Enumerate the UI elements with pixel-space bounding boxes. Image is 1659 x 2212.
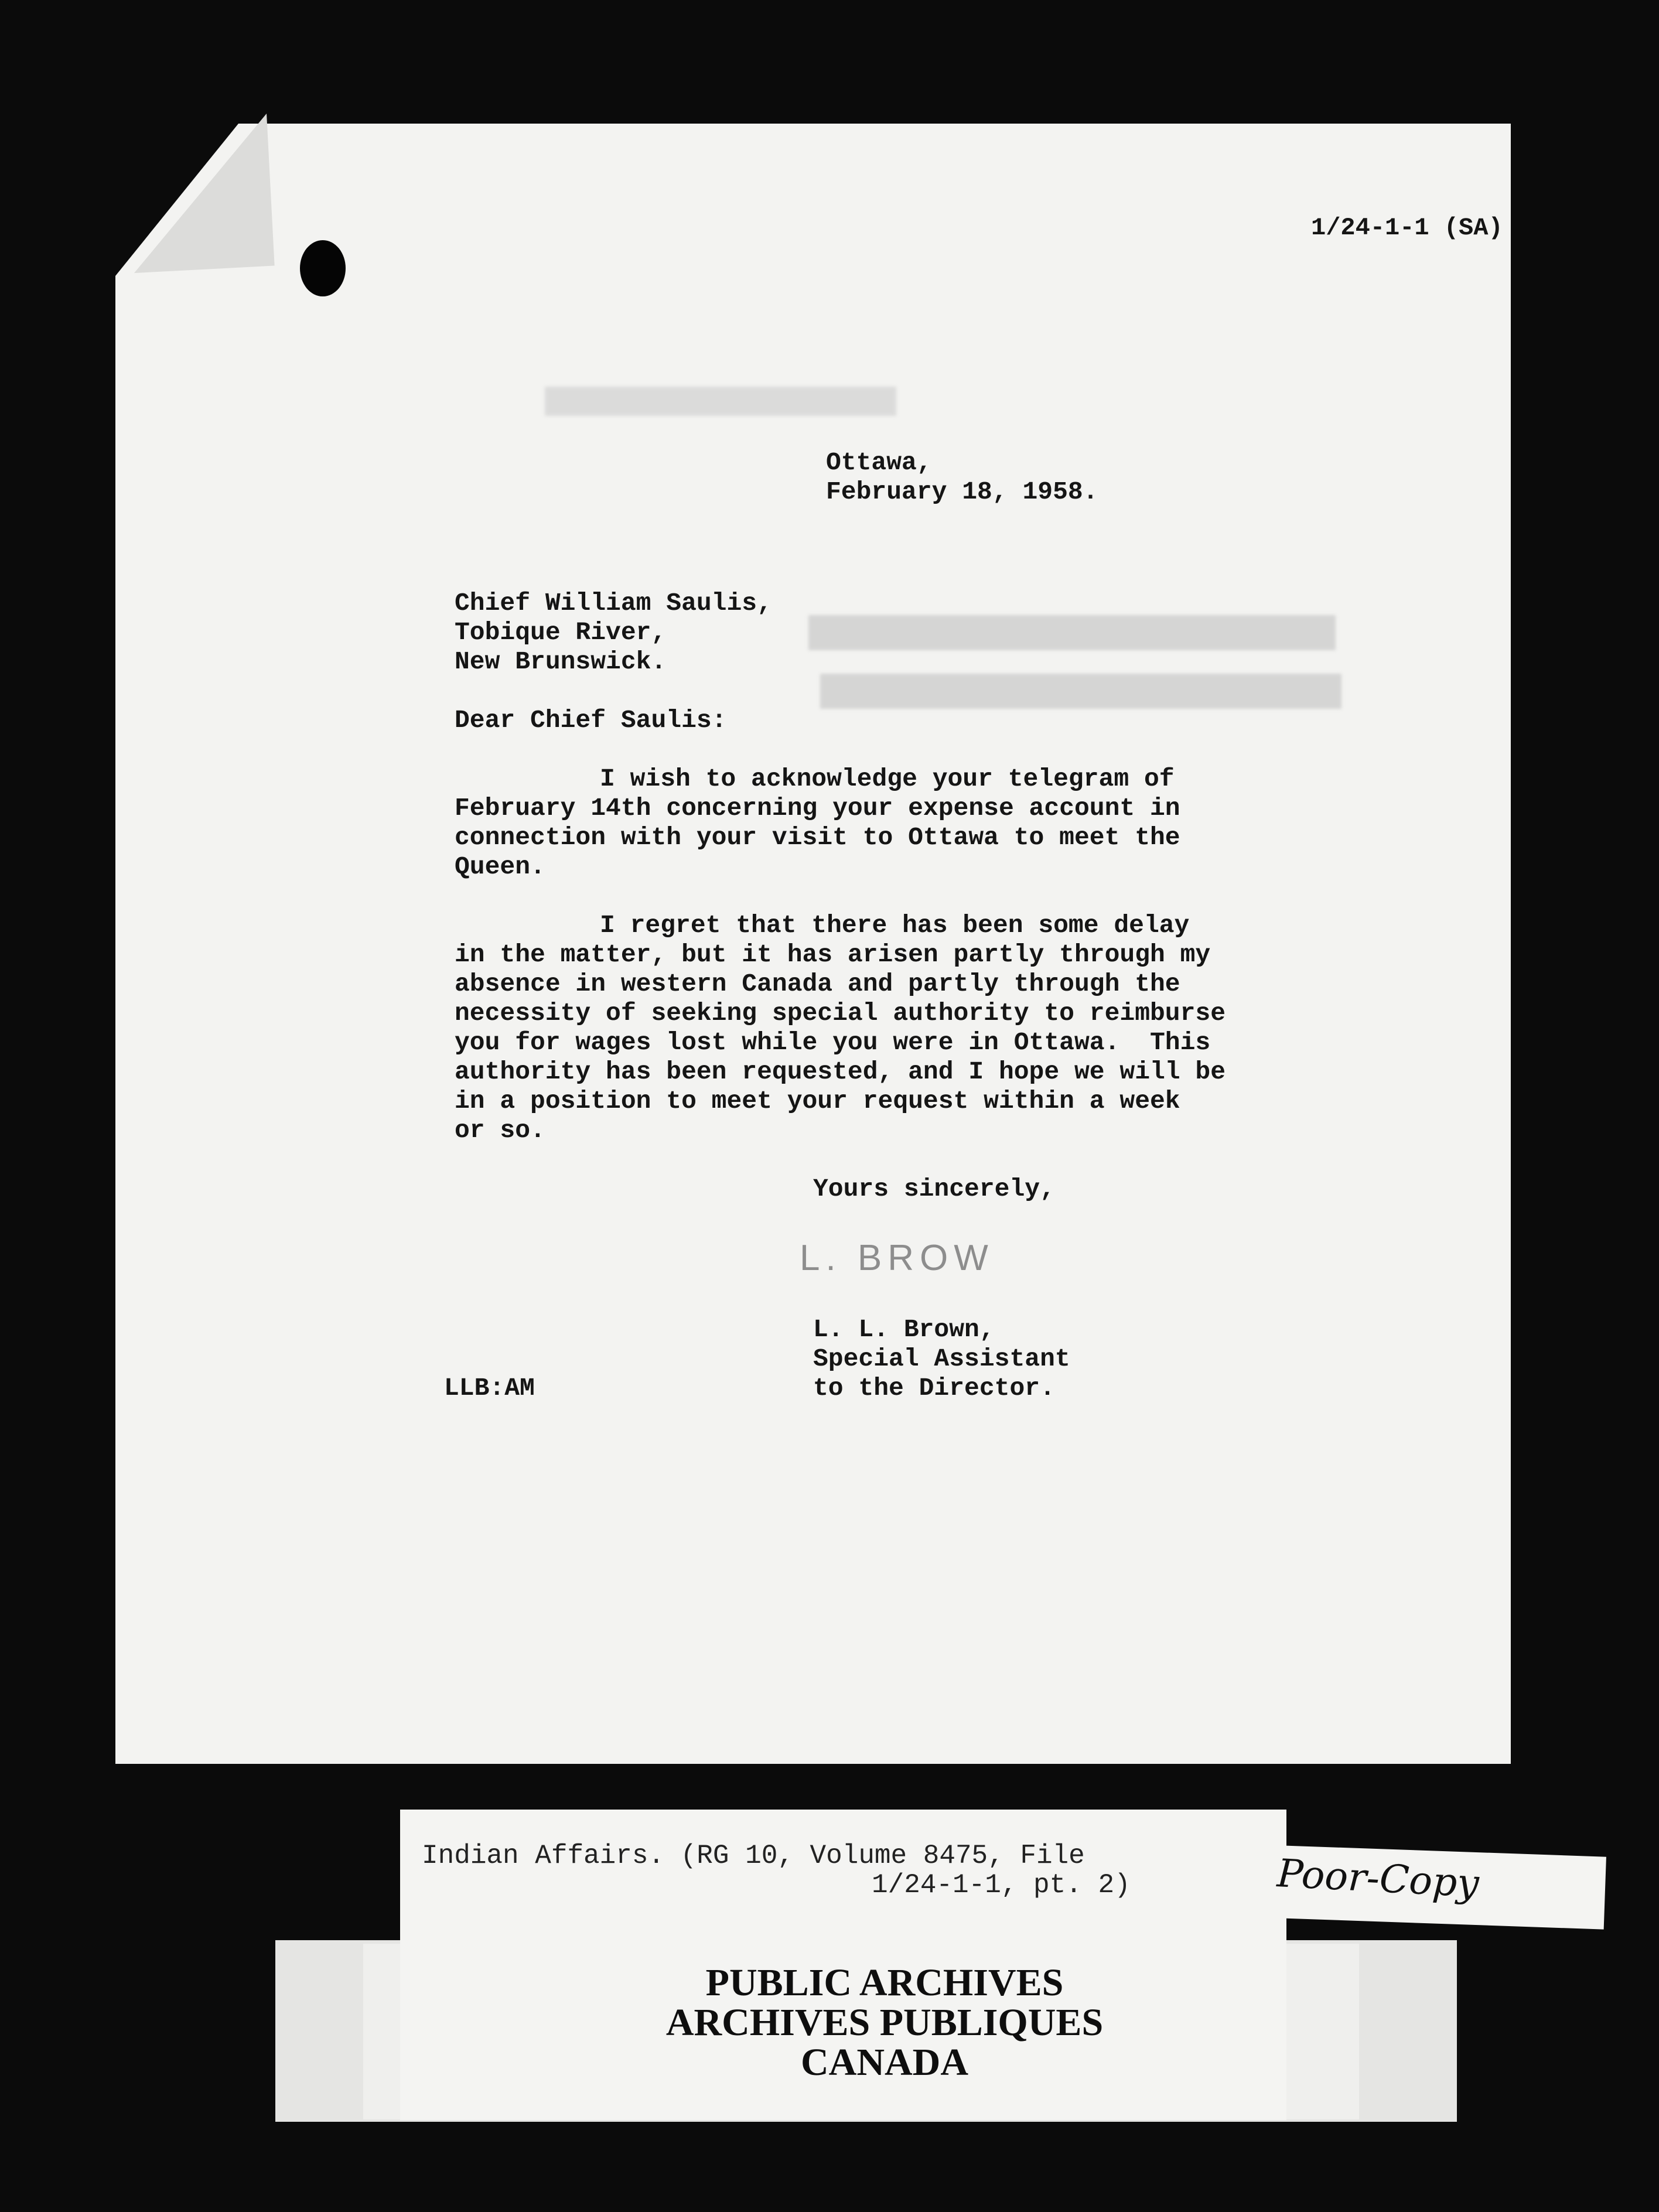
- paragraph-line: connection with your visit to Ottawa to meet the: [455, 823, 1180, 852]
- closing: Yours sincerely,: [813, 1175, 1055, 1203]
- signatory-title: to the Director.: [813, 1374, 1055, 1402]
- paragraph-line: I wish to acknowledge your telegram of: [600, 764, 1175, 793]
- recipient-line: Chief William Saulis,: [455, 589, 772, 617]
- paragraph-line: you for wages lost while you were in Ottawa. This: [455, 1028, 1211, 1057]
- paragraph-line: necessity of seeking special authority to reimburse: [455, 999, 1226, 1028]
- signature-stamp: L. BROW: [800, 1238, 994, 1278]
- archive-source-line: Indian Affairs. (RG 10, Volume 8475, File: [422, 1841, 1085, 1871]
- bleed-through-mark: [808, 615, 1336, 650]
- paragraph-line: I regret that there has been some delay: [600, 911, 1190, 940]
- file-reference: 1/24-1-1 (SA): [1311, 214, 1503, 242]
- paragraph-line: absence in western Canada and partly through the: [455, 970, 1180, 998]
- salutation: Dear Chief Saulis:: [455, 706, 727, 735]
- paragraph-line: in a position to meet your request within a week: [455, 1087, 1180, 1115]
- folded-corner: [126, 114, 274, 273]
- signatory-title: Special Assistant: [813, 1344, 1070, 1373]
- archive-institution-line: PUBLIC ARCHIVES: [705, 1961, 1064, 2004]
- paragraph-line: authority has been requested, and I hope we will be: [455, 1057, 1226, 1086]
- paragraph-line: or so.: [455, 1116, 545, 1145]
- paragraph-line: February 14th concerning your expense account in: [455, 794, 1180, 822]
- punch-hole: [300, 240, 346, 296]
- archive-source-line: 1/24-1-1, pt. 2): [872, 1870, 1131, 1900]
- paragraph-line: Queen.: [455, 852, 545, 881]
- letter-place: Ottawa,: [826, 448, 932, 477]
- typist-initials: LLB:AM: [444, 1374, 535, 1402]
- archive-institution-line: ARCHIVES PUBLIQUES: [665, 2001, 1104, 2044]
- recipient-line: Tobique River,: [455, 618, 667, 647]
- bleed-through-mark: [820, 674, 1341, 709]
- handwritten-note: Poor-Copy: [1276, 1851, 1480, 1906]
- bleed-through-mark: [545, 387, 896, 416]
- signatory-name: L. L. Brown,: [813, 1315, 995, 1344]
- paragraph-line: in the matter, but it has arisen partly through my: [455, 940, 1211, 969]
- archive-institution-line: CANADA: [801, 2041, 968, 2084]
- letter-date: February 18, 1958.: [826, 477, 1098, 506]
- recipient-line: New Brunswick.: [455, 647, 667, 676]
